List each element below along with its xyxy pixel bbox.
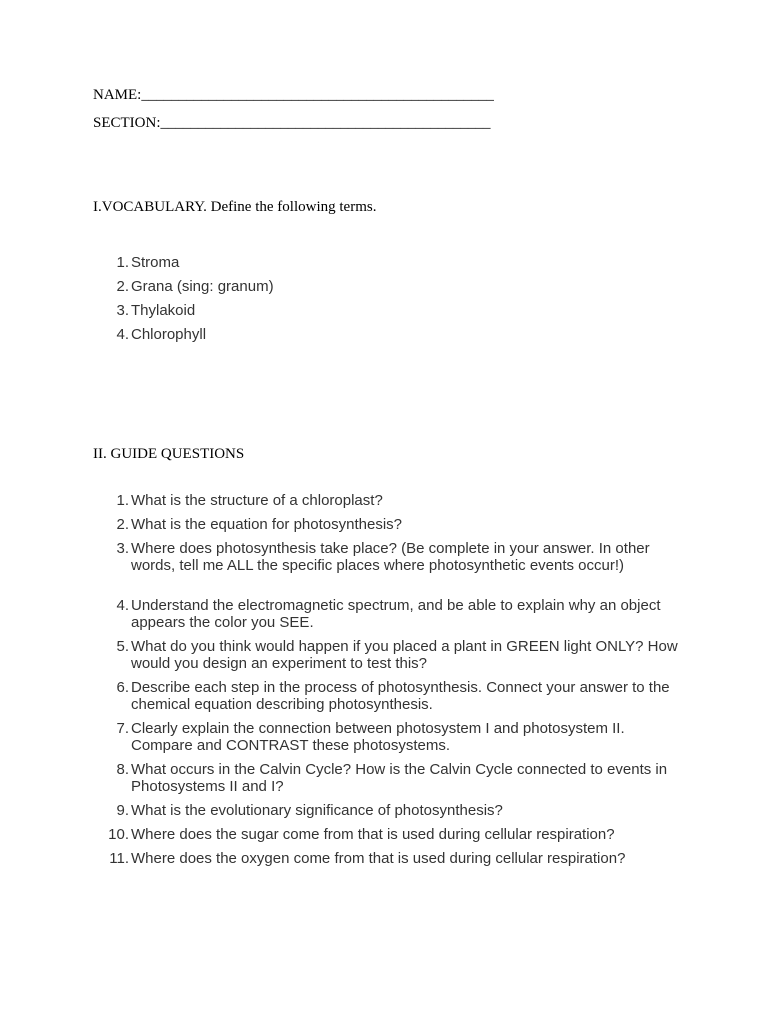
item-text: Where does the oxygen come from that is used during cellular respiration? (131, 850, 626, 867)
vocabulary-heading: I.VOCABULARY. Define the following terms. (93, 199, 377, 215)
item-text: What is the equation for photosynthesis? (131, 516, 402, 533)
item-number: 6. (116, 679, 129, 696)
item-text: Grana (sing: granum) (131, 278, 274, 295)
item-number: 1. (116, 254, 129, 271)
item-number: 2. (116, 516, 129, 533)
item-number: 9. (116, 802, 129, 819)
item-number: 2. (116, 278, 129, 295)
item-number: 3. (116, 540, 129, 557)
item-text: Thylakoid (131, 302, 196, 319)
item-text: Where does photosynthesis take place? (Be complete in your answer. In other words, tell me ALL the specific places where photosynthetic events occur!) (131, 540, 650, 574)
item-text: What occurs in the Calvin Cycle? How is the Calvin Cycle connected to events in Photosystems II and I? (131, 761, 668, 795)
item-text: What is the structure of a chloroplast? (131, 492, 383, 509)
item-number: 4. (116, 326, 129, 343)
item-number: 10. (108, 826, 129, 843)
item-text: Stroma (131, 254, 180, 271)
item-number: 1. (116, 492, 129, 509)
item-text: What do you think would happen if you placed a plant in GREEN light ONLY? How would you design an experiment to test this? (131, 638, 678, 672)
name-field-line: NAME:_______________________________________________ (93, 87, 494, 103)
item-text: What is the evolutionary significance of photosynthesis? (131, 802, 503, 819)
item-number: 7. (116, 720, 129, 737)
section-field-line: SECTION:____________________________________________ (93, 115, 491, 131)
item-number: 11. (109, 850, 129, 867)
item-number: 8. (116, 761, 129, 778)
item-number: 3. (116, 302, 129, 319)
item-text: Describe each step in the process of photosynthesis. Connect your answer to the chemical equation describing photosynthesis. (131, 679, 670, 713)
guide-questions-heading: II. GUIDE QUESTIONS (93, 446, 245, 462)
item-text: Clearly explain the connection between photosystem I and photosystem II. Compare and CONTRAST these photosystems. (131, 720, 625, 754)
item-number: 5. (116, 638, 129, 655)
item-text: Understand the electromagnetic spectrum, and be able to explain why an object appears the color you SEE. (131, 597, 661, 631)
item-number: 4. (116, 597, 129, 614)
item-text: Chlorophyll (131, 326, 207, 343)
item-text: Where does the sugar come from that is used during cellular respiration? (131, 826, 615, 843)
